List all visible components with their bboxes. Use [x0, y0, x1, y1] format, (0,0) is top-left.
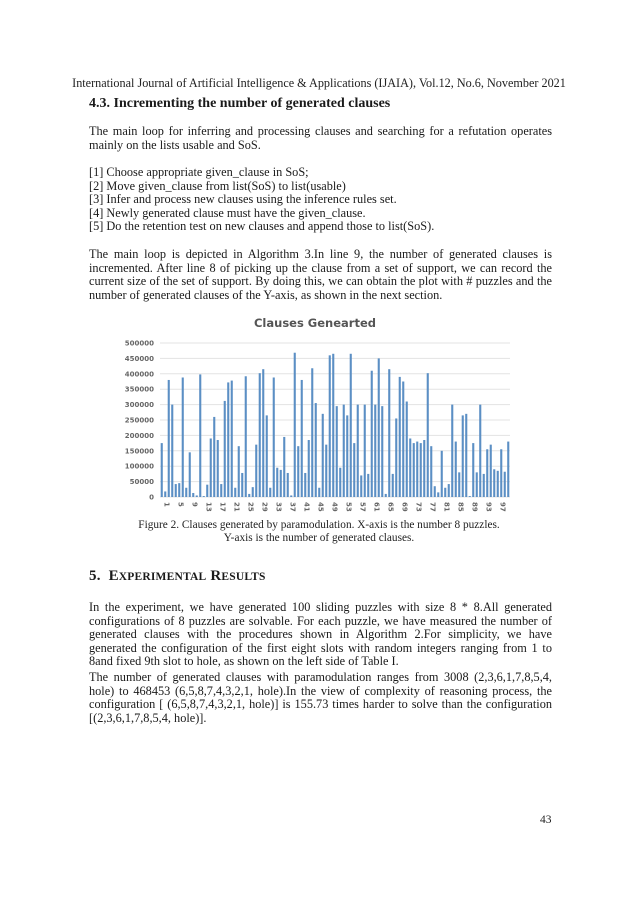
bar [308, 440, 310, 497]
bar [171, 405, 173, 497]
y-tick-label: 150000 [124, 447, 154, 456]
bar [245, 376, 247, 497]
bar [213, 417, 215, 497]
bar [315, 403, 317, 497]
bar [238, 446, 240, 497]
bar [441, 451, 443, 497]
bar [493, 469, 495, 497]
x-tick-label: 73 [414, 502, 423, 512]
bar [420, 443, 422, 497]
bar [444, 488, 446, 497]
bar [161, 443, 163, 497]
y-tick-label: 100000 [124, 462, 154, 471]
bar [364, 405, 366, 497]
bar [437, 492, 439, 497]
bar [164, 491, 166, 497]
step-item: [5] Do the retention test on new clauses and append those to list(SoS). [89, 219, 435, 234]
bar [259, 373, 261, 497]
x-tick-label: 77 [428, 502, 437, 512]
bar [192, 493, 194, 497]
x-tick-label: 1 [162, 502, 171, 507]
main-loop-steps [89, 166, 552, 234]
bar [381, 406, 383, 497]
bar [402, 382, 404, 498]
bar [178, 483, 180, 497]
bar [276, 468, 278, 497]
y-tick-label: 400000 [124, 370, 154, 379]
bar [472, 443, 474, 497]
bar [434, 486, 436, 497]
bar [234, 488, 236, 497]
bar [199, 374, 201, 497]
bar [343, 405, 345, 497]
bar [346, 415, 348, 497]
bar [406, 402, 408, 497]
x-tick-label: 49 [330, 502, 339, 512]
x-tick-label: 41 [302, 502, 311, 512]
bar [416, 442, 418, 497]
x-tick-label: 69 [400, 502, 409, 512]
bar [283, 437, 285, 497]
x-tick-label: 9 [190, 502, 199, 507]
bar [367, 474, 369, 497]
bar [231, 381, 233, 497]
bar [297, 446, 299, 497]
x-tick-label: 97 [498, 502, 507, 512]
bar [217, 440, 219, 497]
bar [290, 495, 292, 497]
bar [455, 442, 457, 497]
x-tick-label: 57 [358, 502, 367, 512]
chart-title: Clauses Genearted [253, 316, 376, 330]
bar [318, 488, 320, 497]
bar [427, 373, 429, 497]
bar [203, 496, 205, 497]
x-tick-label: 85 [456, 502, 465, 512]
bar [210, 438, 212, 497]
bar [224, 401, 226, 497]
bar [255, 445, 257, 497]
step-item: [3] Infer and process new clauses using the inference rules set. [89, 192, 397, 207]
bar [185, 488, 187, 497]
x-tick-label: 93 [484, 502, 493, 512]
bar [182, 377, 184, 497]
bar [189, 452, 191, 497]
caption-line-2: Y-axis is the number of generated clauses. [223, 532, 415, 545]
bar [504, 472, 506, 497]
bar [353, 443, 355, 497]
bar [196, 495, 198, 497]
bar [301, 380, 303, 497]
intro-text: The main loop for inferring and processing clauses and searching for a refutation operates mainly on the lists usable and SoS. [89, 124, 552, 152]
x-tick-label: 25 [246, 502, 255, 512]
results-paragraph [89, 671, 552, 725]
bar [448, 484, 450, 497]
bar [339, 468, 341, 497]
bar [280, 470, 282, 497]
bar [227, 382, 229, 497]
bar [458, 472, 460, 497]
bar [175, 484, 177, 497]
experiment-paragraph [89, 601, 552, 669]
figure-caption [0, 519, 638, 546]
bar [262, 369, 264, 497]
x-tick-label: 53 [344, 502, 353, 512]
x-tick-label: 65 [386, 502, 395, 512]
bar [311, 368, 313, 497]
bar [357, 405, 359, 497]
bar [413, 443, 415, 497]
bar [469, 496, 471, 497]
x-tick-label: 29 [260, 502, 269, 512]
x-tick-label: 21 [232, 502, 241, 512]
step-item: [4] Newly generated clause must have the given_clause. [89, 205, 366, 220]
bar [500, 449, 502, 497]
bar [476, 472, 478, 497]
algorithm-paragraph [89, 248, 552, 302]
bar [378, 358, 380, 497]
x-tick-label: 17 [218, 502, 227, 512]
bar [462, 415, 464, 497]
bar [479, 405, 481, 497]
y-tick-label: 250000 [124, 416, 154, 425]
bar [374, 405, 376, 497]
y-tick-label: 200000 [124, 431, 154, 440]
x-tick-label: 45 [316, 502, 325, 512]
bar [168, 380, 170, 497]
bar [497, 471, 499, 497]
bar [220, 484, 222, 497]
bar [332, 354, 334, 497]
bar [304, 473, 306, 497]
section-heading: 5. EXPERIMENTAL RESULTS [89, 568, 266, 584]
bar [409, 438, 411, 497]
caption-line-1: Figure 2. Clauses generated by paramodulation. X-axis is the number 8 puzzles. [138, 519, 500, 531]
bar [248, 494, 250, 497]
bar-chart [100, 312, 530, 512]
bar [329, 355, 331, 497]
bar [371, 371, 373, 497]
bar [294, 353, 296, 497]
bar [388, 369, 390, 497]
y-tick-label: 500000 [124, 339, 154, 348]
x-tick-label: 13 [204, 502, 213, 512]
step-item: [2] Move given_clause from list(SoS) to list(usable) [89, 178, 346, 193]
y-tick-label: 300000 [124, 401, 154, 410]
bar [336, 406, 338, 497]
y-tick-label: 50000 [129, 478, 154, 487]
subsection-heading: 4.3. Incrementing the number of generated clauses [89, 96, 391, 111]
x-tick-label: 37 [288, 502, 297, 512]
bar [490, 445, 492, 497]
bar [350, 354, 352, 497]
bar [395, 418, 397, 497]
intro-paragraph [89, 125, 552, 152]
x-tick-label: 5 [176, 502, 185, 507]
bar [252, 487, 254, 497]
bar [430, 446, 432, 497]
y-tick-label: 450000 [124, 354, 154, 363]
y-tick-label: 0 [149, 493, 154, 502]
bar [465, 414, 467, 497]
page-number: 43 [540, 814, 552, 826]
bar [483, 474, 485, 497]
bar [385, 494, 387, 497]
bar [507, 442, 509, 497]
bar [423, 440, 425, 497]
chart-plot [100, 312, 530, 512]
y-tick-label: 350000 [124, 385, 154, 394]
bar [392, 474, 394, 497]
x-tick-label: 89 [470, 502, 479, 512]
x-tick-label: 33 [274, 502, 283, 512]
bar [399, 377, 401, 497]
experiment-text: In the experiment, we have generated 100 sliding puzzles with size 8 * 8.All generated configurations of 8 puzzles are solvable. For each puzzle, we have measured the number of generated clauses with the procedures shown in Algorithm 2.For simplicity, we have generated the configuration of the first eight slots with random integers ranging from 1 to 8and fixed 9th slot to hole, as shown on the left side of Table I. [89, 600, 552, 669]
running-header: International Journal of Artificial Intelligence & Applications (IJAIA), Vol.12, No.6, November 2021 [72, 76, 566, 90]
bar [322, 414, 324, 497]
bar [266, 415, 268, 497]
bar [273, 377, 275, 497]
bar [451, 405, 453, 497]
results-text: The number of generated clauses with paramodulation ranges from 3008 (2,3,6,1,7,8,5,4, hole) to 468453 (6,5,8,7,4,3,2,1, hole).In the view of complexity of reasoning process, the configuration [ (6,5,8,7,4,3,2,1, hole)] is 155.73 times harder to solve than the configuration [(2,3,6,1,7,8,5,4, hole)]. [89, 670, 552, 725]
x-tick-label: 81 [442, 502, 451, 512]
bar [206, 485, 208, 497]
bar [325, 445, 327, 497]
bar [486, 449, 488, 497]
bar [360, 475, 362, 497]
step-item: [1] Choose appropriate given_clause in SoS; [89, 165, 309, 179]
algorithm-text: The main loop is depicted in Algorithm 3.In line 9, the number of generated clauses is incremented. After line 8 of picking up the clause from a set of support, we can record the current size of the set of support. By doing this, we can obtain the plot with # puzzles and the number of generated clauses of the Y-axis, as shown in the next section. [89, 247, 552, 302]
bar [287, 473, 289, 497]
bar [241, 473, 243, 497]
bar [269, 488, 271, 497]
x-tick-label: 61 [372, 502, 381, 512]
